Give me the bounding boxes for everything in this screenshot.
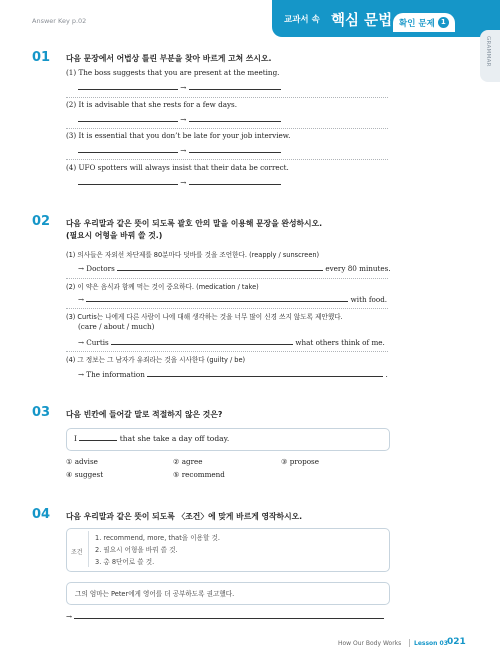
side-tab bbox=[480, 30, 500, 82]
blank-line bbox=[78, 183, 178, 185]
question-number-1: 01 bbox=[32, 50, 51, 65]
question-number-4: 04 bbox=[32, 507, 51, 522]
question-number-2: 02 bbox=[32, 214, 51, 229]
arrow-icon: → bbox=[180, 146, 187, 155]
section-pill-label: 확인 문제 bbox=[399, 18, 435, 29]
conditions-label: 조건 bbox=[71, 549, 83, 556]
question-1-item-4: (4) UFO spotters will always insist that their data be correct. bbox=[66, 163, 289, 172]
page-number: 021 bbox=[447, 637, 466, 647]
blank-line bbox=[79, 439, 117, 441]
divider bbox=[66, 97, 388, 98]
answer-prefix: → The information bbox=[78, 370, 145, 379]
blank-line bbox=[189, 183, 281, 185]
answer-line-1-4[interactable] bbox=[78, 178, 281, 187]
question-2-item-4: (4) 그 정보는 그 남자가 유죄라는 것을 시사한다 (guilty / be) bbox=[66, 356, 246, 364]
question-1-item-3: (3) It is essential that you don’t be late for your job interview. bbox=[66, 131, 291, 140]
answer-line-2-3[interactable] bbox=[78, 338, 385, 347]
answer-line-1-1[interactable] bbox=[78, 83, 281, 92]
divider bbox=[88, 531, 89, 567]
answer-line-2-1[interactable] bbox=[78, 264, 391, 273]
blank-line bbox=[189, 88, 281, 90]
blank-line bbox=[189, 120, 281, 122]
arrow-icon: → bbox=[66, 612, 73, 621]
section-pill bbox=[393, 13, 455, 32]
condition-1: 1. recommend, more, that을 이용할 것. bbox=[95, 534, 220, 542]
question-2-item-1: (1) 의사들은 자외선 차단제를 80분마다 덧바를 것을 조언한다. (reapply / sunscreen) bbox=[66, 251, 320, 259]
arrow-icon: → bbox=[180, 115, 187, 124]
answer-prefix: → Doctors bbox=[78, 264, 115, 273]
blank-line bbox=[78, 151, 178, 153]
blank-line bbox=[78, 120, 178, 122]
option-4[interactable]: ④ suggest bbox=[66, 470, 104, 479]
divider bbox=[66, 278, 388, 279]
option-3[interactable]: ③ propose bbox=[281, 457, 319, 466]
answer-line-1-3[interactable] bbox=[78, 146, 281, 155]
question-1-title: 다음 문장에서 어법상 틀린 부분을 찾아 바르게 고쳐 쓰시오. bbox=[66, 54, 272, 63]
blank-line bbox=[117, 269, 323, 271]
divider bbox=[66, 128, 388, 129]
arrow-icon: → bbox=[180, 83, 187, 92]
header-label: 교과서 속 bbox=[284, 15, 320, 25]
divider bbox=[66, 308, 388, 309]
page-title: 핵심 문법 bbox=[331, 13, 393, 29]
blank-line bbox=[147, 375, 383, 377]
arrow-icon: → bbox=[180, 178, 187, 187]
option-5[interactable]: ⑤ recommend bbox=[173, 470, 225, 479]
answer-line-4[interactable] bbox=[66, 612, 384, 621]
question-3-title: 다음 빈칸에 들어갈 말로 적절하지 않은 것은? bbox=[66, 410, 223, 419]
answer-suffix: what others think of me. bbox=[295, 338, 385, 347]
answer-suffix: . bbox=[385, 370, 388, 379]
answer-prefix: → Curtis bbox=[78, 338, 109, 347]
question-2-item-3-hint: (care / about / much) bbox=[78, 322, 155, 331]
question-4-title: 다음 우리말과 같은 뜻이 되도록 〈조건〉에 맞게 바르게 영작하시오. bbox=[66, 512, 303, 521]
answer-suffix: with food. bbox=[350, 295, 388, 304]
answer-line-2-2[interactable] bbox=[78, 295, 387, 304]
answer-key-reference: Answer Key p.02 bbox=[32, 17, 87, 25]
question-1-item-2: (2) It is advisable that she rests for a few days. bbox=[66, 100, 238, 109]
question-2-title: 다음 우리말과 같은 뜻이 되도록 괄호 안의 말을 이용해 문장을 완성하시오. bbox=[66, 219, 323, 228]
footer-separator bbox=[409, 639, 410, 647]
question-2-subtitle: (필요시 어형을 바꿔 쓸 것.) bbox=[66, 231, 163, 240]
answer-line-2-4[interactable] bbox=[78, 370, 388, 379]
option-2[interactable]: ② agree bbox=[173, 457, 203, 466]
blank-line bbox=[86, 300, 348, 302]
korean-sentence: 그의 엄마는 Peter에게 영어를 더 공부하도록 권고했다. bbox=[75, 590, 235, 598]
sentence-start: I bbox=[74, 434, 77, 443]
side-tab-label: GRAMMAR bbox=[485, 36, 491, 67]
answer-line-1-2[interactable] bbox=[78, 115, 281, 124]
sentence-end: that she take a day off today. bbox=[119, 434, 230, 443]
blank-line bbox=[189, 151, 281, 153]
footer-book-title: How Our Body Works bbox=[338, 640, 402, 647]
blank-line bbox=[74, 617, 384, 619]
divider bbox=[66, 351, 388, 352]
question-3-sentence[interactable] bbox=[74, 434, 229, 443]
arrow-icon: → bbox=[78, 295, 85, 304]
question-2-item-3: (3) Curtis는 나에게 다른 사람이 나에 대해 생각하는 것을 너무 많이 신경 쓰지 않도록 제안했다. bbox=[66, 313, 343, 321]
option-1[interactable]: ① advise bbox=[66, 457, 98, 466]
blank-line bbox=[111, 343, 293, 345]
question-1-item-1: (1) The boss suggests that you are present at the meeting. bbox=[66, 68, 280, 77]
condition-2: 2. 필요시 어형을 바꿔 쓸 것. bbox=[95, 546, 178, 554]
condition-3: 3. 총 8단어로 쓸 것. bbox=[95, 558, 155, 566]
question-2-item-2: (2) 이 약은 음식과 함께 먹는 것이 중요하다. (medication / take) bbox=[66, 283, 259, 291]
question-number-3: 03 bbox=[32, 405, 51, 420]
blank-line bbox=[78, 88, 178, 90]
footer-lesson: Lesson 03 bbox=[414, 640, 448, 647]
divider bbox=[66, 159, 388, 160]
answer-suffix: every 80 minutes. bbox=[325, 264, 391, 273]
section-number-badge: 1 bbox=[438, 17, 449, 28]
